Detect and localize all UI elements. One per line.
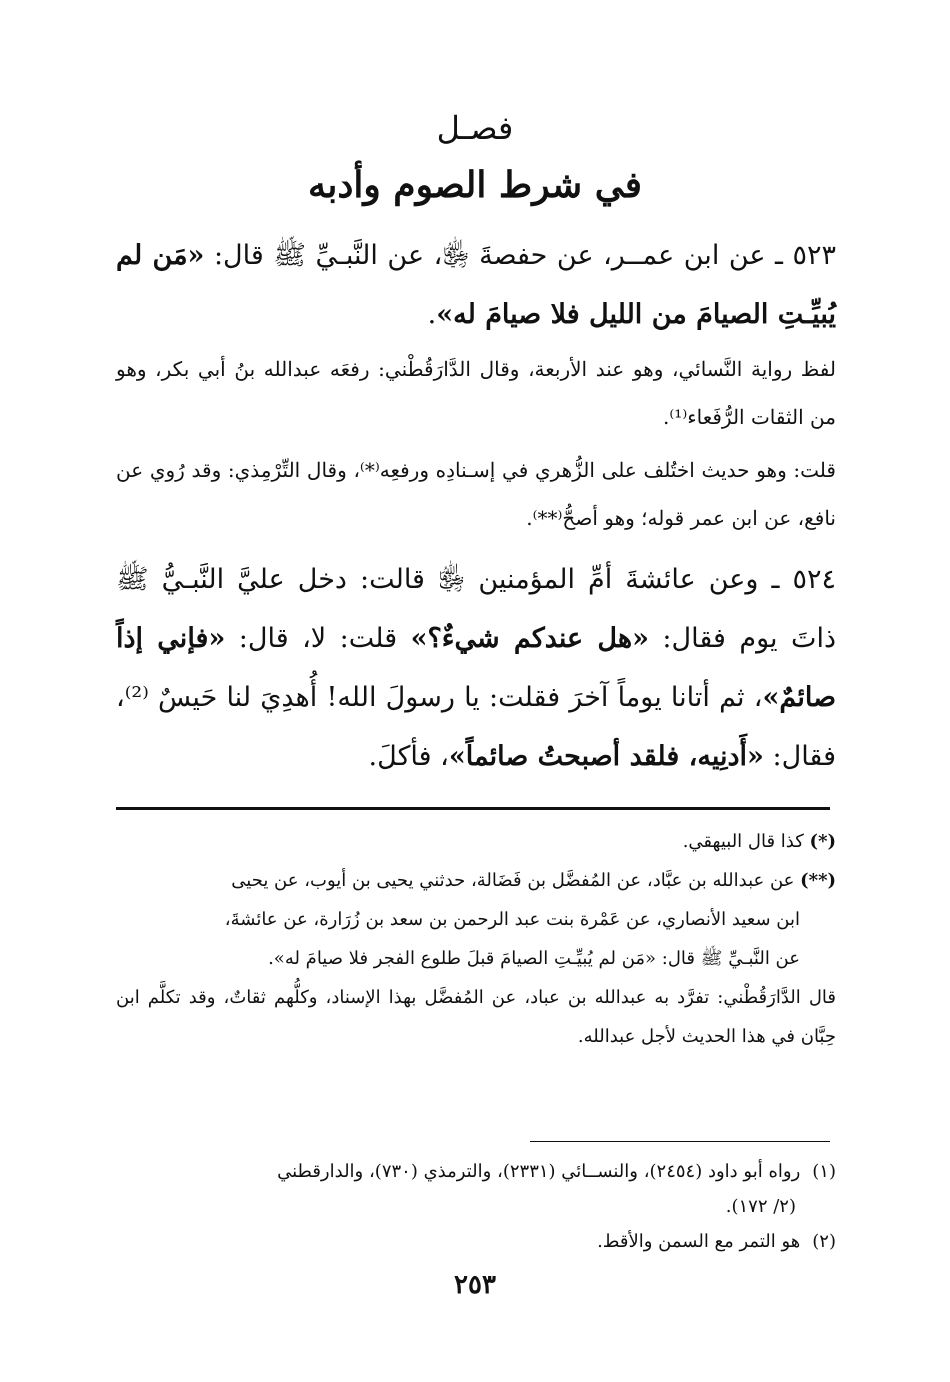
annotation-2-line: عن عبدالله بن عبَّاد، عن المُفضَّل بن فَضَالة، حدثني يحيى بن أيوب، عن يحيى	[231, 870, 795, 891]
section-title: في شرط الصوم وأدبه	[308, 164, 642, 206]
hadith-523-number: ٥٢٣ ـ	[775, 240, 836, 271]
hadith-524-text-3: ، ثم أتانا يوماً آخرَ فقلت: يا رسولَ الله! أُهدِيَ لنا حَيسٌ ⁽²⁾، فقال:	[116, 682, 836, 772]
annotations-divider	[116, 807, 830, 810]
footnote-1-number: (١)	[812, 1161, 836, 1182]
comment-paragraph-1: لفظ رواية النَّسائي، وهو عند الأربعة، وقال الدَّارَقُطْني: رفعَه عبدالله بنُ أبي بكر، وهو من الثقات الرُّفَعاء⁽¹⁾.	[116, 357, 836, 429]
hadith-524-quote-3: «أَدنِيه، فلقد أصبحتُ صائماً»	[448, 741, 764, 772]
annotation-2-line: ابن سعيد الأنصاري، عن عَمْرة بنت عبد الرحمن بن سعد بن زُرَارة، عن عائشةَ،	[224, 909, 800, 930]
hadith-524-text-1: وعن عائشةَ أمِّ المؤمنين ﵂ قالت: دخل عليَّ النَّبـيُّ ﷺ ذاتَ يوم فقال:	[116, 564, 836, 654]
comment-paragraph-2: قلت: وهو حديث اختُلف على الزُّهري في إسـنادِه ورفعِه⁽*⁾، وقال التِّرْمِذي: وقد رُوي عن نافع، عن ابن عمر قوله؛ وهو أصحُّ⁽**⁾.	[116, 458, 836, 530]
hadith-523	[116, 226, 836, 344]
hadith-524-text-4: ، فأكلَ.	[368, 741, 449, 772]
hadith-524-quote-2: «فإني إذاً صائمٌ»	[116, 623, 836, 713]
hadith-523-intro: عن ابن عمــر، عن حفصةَ ﵂، عن النَّبـيِّ ﷺ قال:	[204, 240, 766, 271]
hadith-524-number: ٥٢٤ ـ	[771, 564, 836, 595]
footnote-2-number: (٢)	[812, 1231, 836, 1252]
hadith-524-quote-1: «هل عندكم شيءٌ؟»	[410, 623, 649, 654]
annotations	[116, 822, 836, 1056]
footnotes-divider	[530, 1141, 830, 1142]
footnote-1-continuation: (٢/ ١٧٢).	[725, 1196, 796, 1217]
annotation-1-text: كذا قال البيهقي.	[682, 831, 804, 852]
annotation-1	[116, 822, 836, 861]
hadith-524	[116, 550, 836, 786]
annotation-3: قال الدَّارَقُطْني: تفرَّد به عبدالله بن عباد، عن المُفضَّل بهذا الإسناد، وكلُّهم ثقاتٌ، وقد تكلَّم ابن حِبَّان في هذا الحديث لأجل عبدالله.	[116, 987, 836, 1047]
hadith-523-end: .	[427, 299, 437, 330]
hadith-524-text-2: قلت: لا، قال:	[225, 623, 411, 654]
hadith-523-quote: «مَن لم يُبيِّـتِ الصيامَ من الليل فلا صيامَ له»	[116, 240, 836, 330]
footnotes	[116, 1154, 836, 1259]
footnote-2-text: هو التمر مع السمن والأقط.	[597, 1231, 801, 1252]
footnote-2	[116, 1224, 836, 1259]
annotation-2-line: عن النَّبـيِّ ﷺ قال: «مَن لم يُبيِّـتِ الصيامَ قبلَ طلوع الفجر فلا صيامَ له».	[268, 948, 800, 969]
footnote-1	[116, 1154, 836, 1224]
chapter-heading: فصـل	[436, 109, 514, 147]
annotation-1-marker: (*)	[809, 831, 836, 852]
footnote-1-text: رواه أبو داود (٢٤٥٤)، والنســائي (٢٣٣١)، والترمذي (٧٣٠)، والدارقطني	[277, 1161, 801, 1182]
page-number: ٢٥٣	[454, 1270, 496, 1300]
annotation-2	[116, 861, 836, 978]
annotation-2-marker: (**)	[800, 870, 836, 891]
